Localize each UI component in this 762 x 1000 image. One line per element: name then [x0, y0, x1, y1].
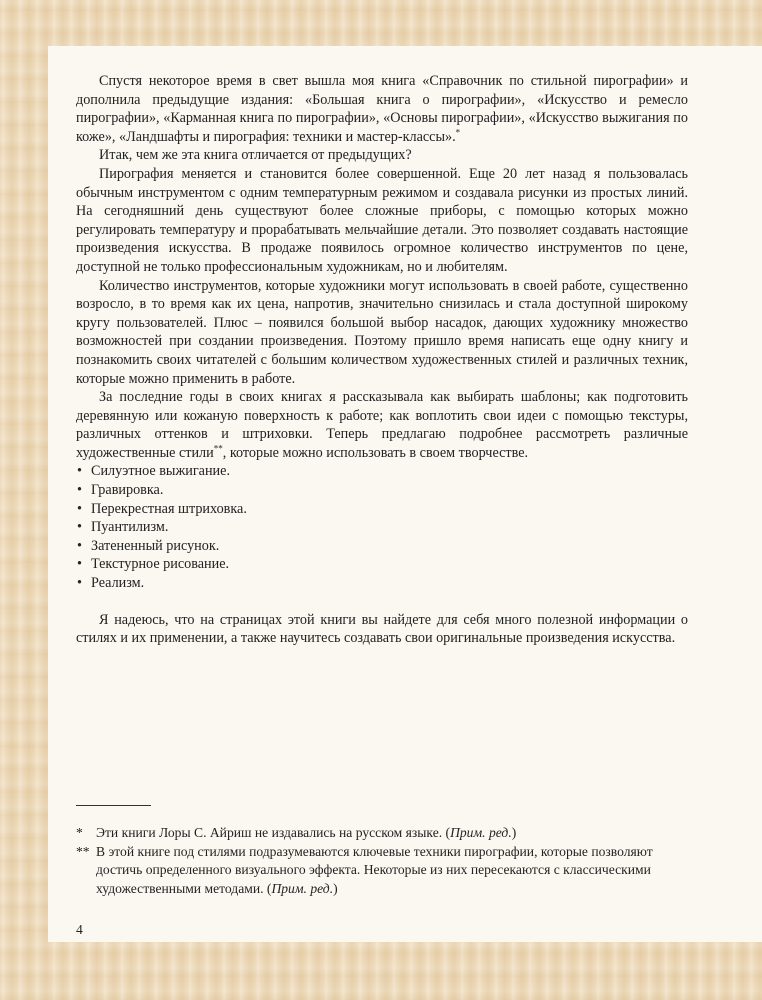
page-number: 4	[76, 922, 83, 937]
footnote-1: * Эти книги Лоры С. Айриш не издавались на русском языке. (Прим. ред.)	[76, 824, 688, 843]
footnote-2: ** В этой книге под стилями подразумеваются ключевые техники пирографии, которые позволяют достичь определенного визуального эффекта. Некоторые из них пересекаются с классическими художественными методами. (Прим. ред.)	[76, 843, 653, 896]
styles-list	[76, 462, 688, 592]
paragraph-intro: Спустя некоторое время в свет вышла моя книга «Справочник по стильной пирографии» и дополнила предыдущие издания: «Большая книга о пирографии», «Искусство и ремесло пирографии», «Карманная книга по пирографии», «Основы пирографии», «Искусство выжигания по коже», «Ландшафты и пирография: техники и мастер-классы».*	[76, 73, 688, 145]
paragraph-evolution: Пирография меняется и становится более совершенной. Еще 20 лет назад я пользовалась обычным инструментом с одним температурным режимом и создавала рисунки из простых линий. На сегодняшний день существуют более сложные приборы, с помощью которых можно регулировать температуру и прорабатывать мельчайшие детали. Это позволяет создавать настоящие произведения искусства. В продаже появилось огромное количество инструментов по цене, доступной не только профессиональным художникам, но и любителям.	[76, 165, 688, 275]
list-item: • Пуантилизм.	[76, 518, 688, 537]
footnote-mark: *	[76, 825, 83, 840]
footnote-ref-star: *	[455, 127, 461, 138]
paragraph-closing: Я надеюсь, что на страницах этой книги вы найдете для себя много полезной информации о стилях и их применении, а также научитесь создавать свои оригинальные произведения искусства.	[76, 611, 688, 647]
list-item: • Затененный рисунок.	[76, 537, 688, 556]
footnotes	[76, 824, 688, 898]
list-item: • Текстурное рисование.	[76, 555, 688, 574]
paragraph-tools: Количество инструментов, которые художники могут использовать в своей работе, существенно возросло, в то время как их цена, напротив, значительно снизилась и стала доступной широкому кругу пользователей. Плюс – появился большой выбор насадок, дающих художнику множество возможностей при создании произведения. Поэтому пришло время написать еще одну книгу и познакомить своих читателей с большим количеством художественных стилей и различных техник, которые можно применить в работе.	[76, 277, 688, 387]
list-item: • Гравировка.	[76, 481, 688, 500]
list-item: • Перекрестная штриховка.	[76, 500, 688, 519]
book-page	[48, 46, 762, 942]
paragraph-styles: За последние годы в своих книгах я рассказывала как выбирать шаблоны; как подготовить деревянную или кожаную поверхность к работе; как воплотить свои идеи с помощью текстуры, различных оттенков и штриховки. Теперь предлагаю подробнее рассмотреть различные художественные стили**, которые можно использовать в своем творчестве.	[76, 389, 688, 461]
footnote-mark: **	[76, 843, 90, 859]
main-text	[76, 72, 688, 648]
footnote-divider	[76, 805, 151, 806]
paragraph-question: Итак, чем же эта книга отличается от предыдущих?	[99, 147, 412, 164]
list-item: • Силуэтное выжигание.	[76, 462, 688, 481]
list-item: • Реализм.	[76, 574, 688, 593]
footnote-ref-double-star: **	[213, 443, 223, 454]
